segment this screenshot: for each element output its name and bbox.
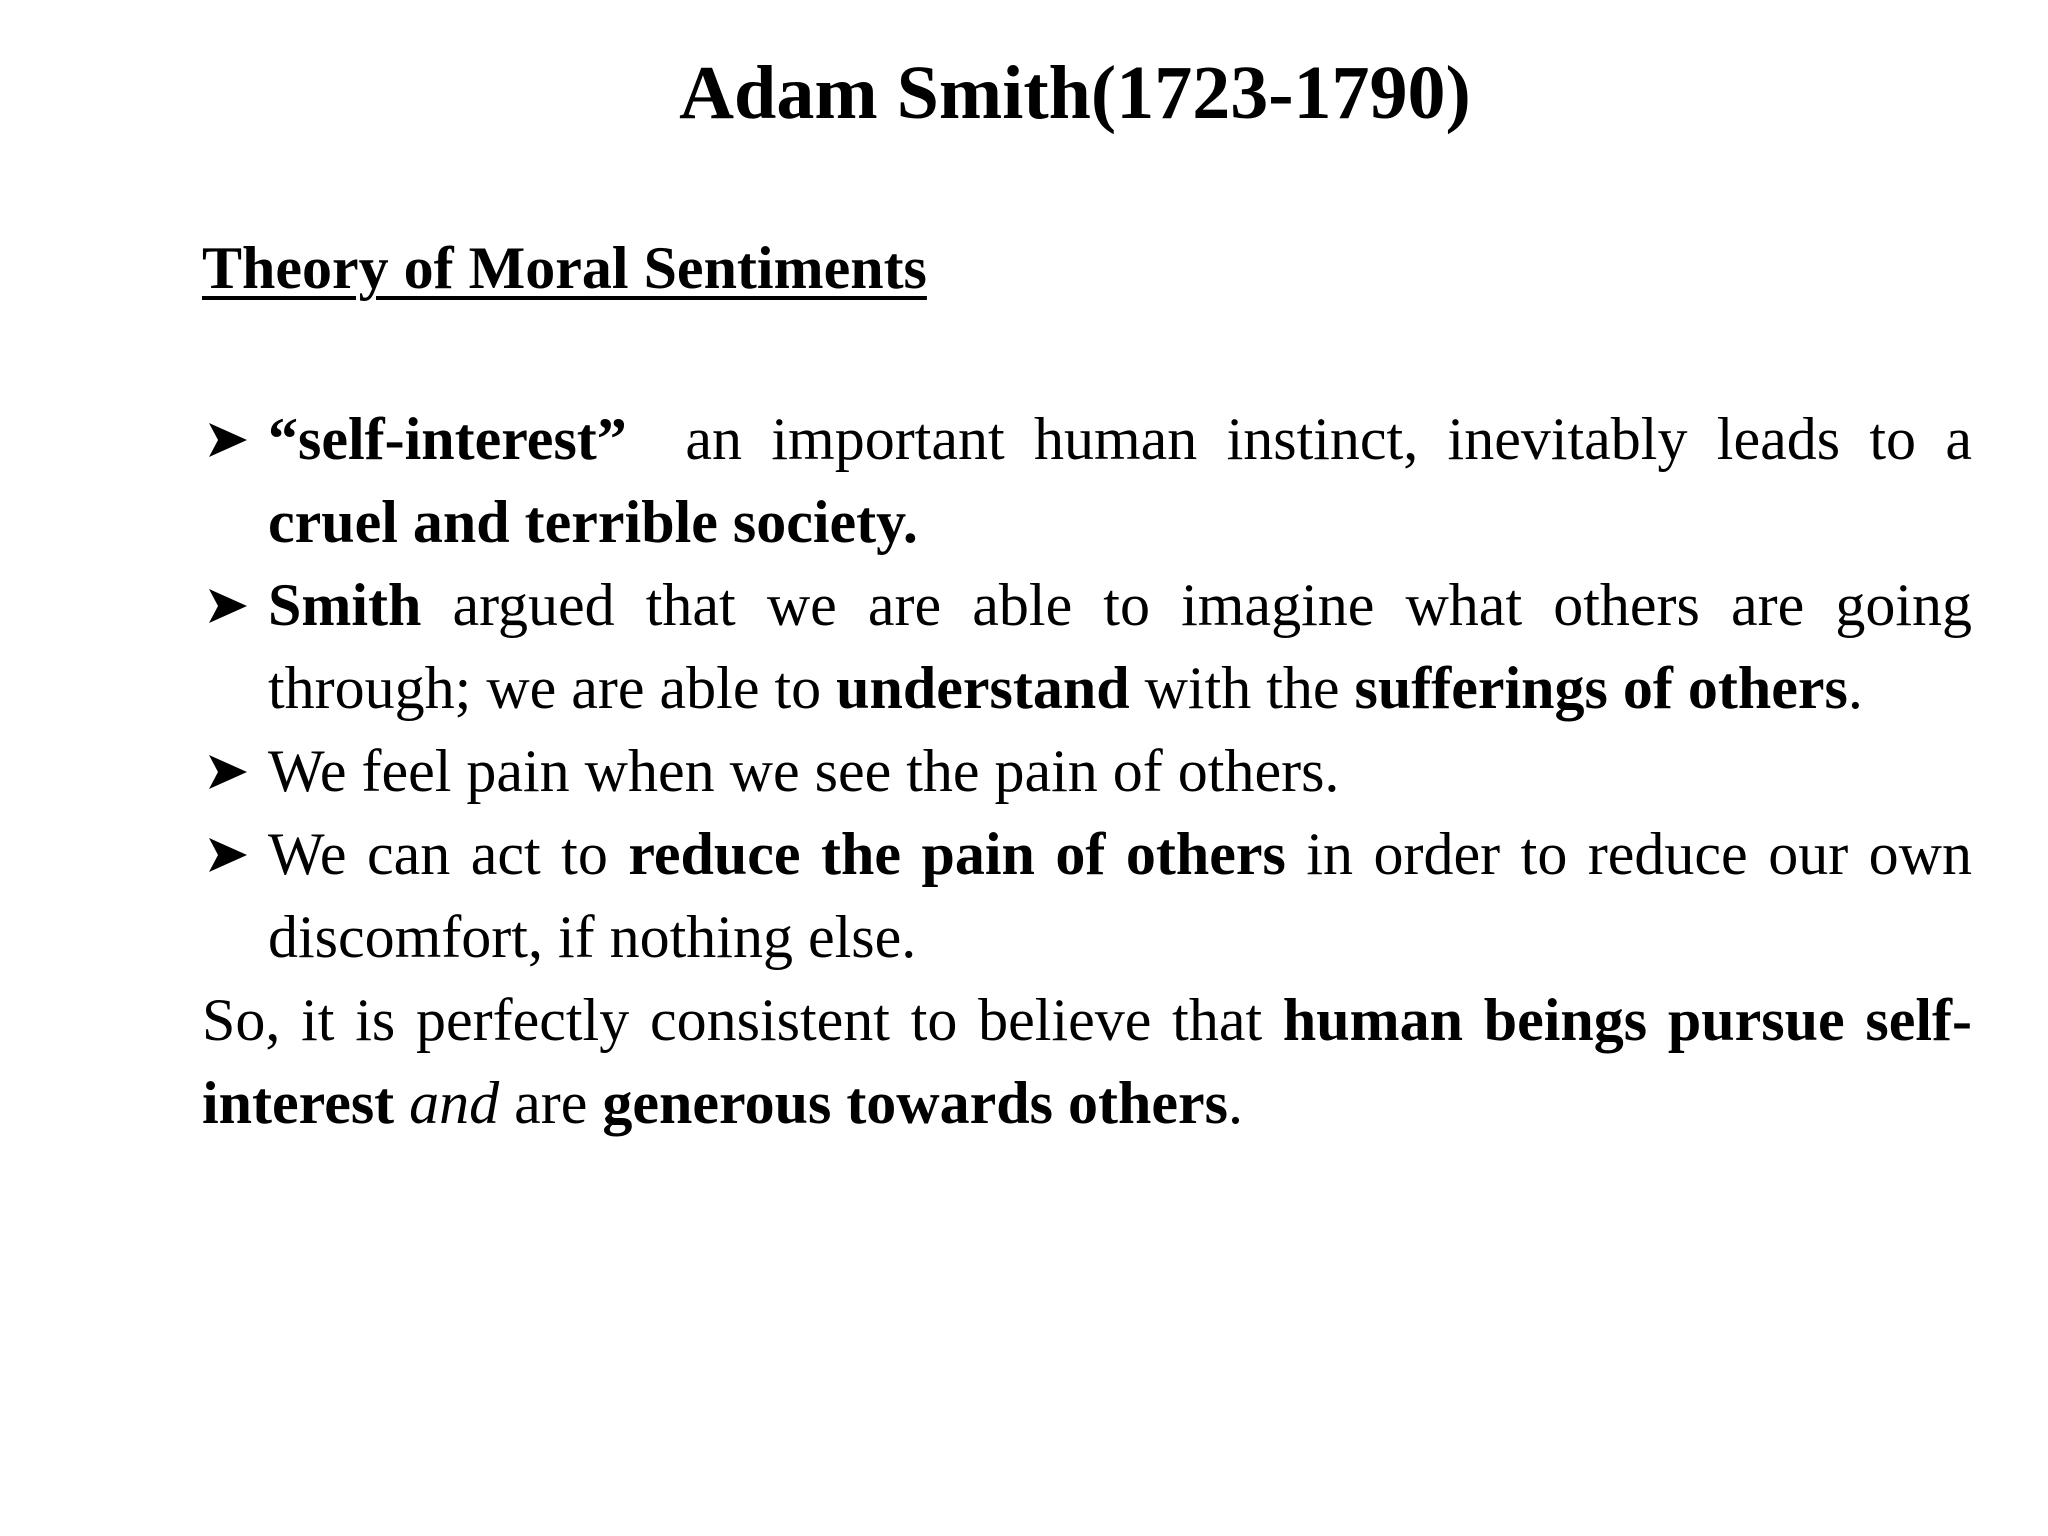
conclusion-text: So, it is perfectly consistent to believe that [202,987,1283,1053]
conclusion-emphasis: generous towards others [602,1070,1228,1136]
bullet-emphasis: cruel and terrible society. [268,489,918,555]
section-heading: Theory of Moral Sentiments [202,235,927,301]
bullet-text: We feel pain when we see the pain of others. [268,738,1340,804]
slide-title: Adam Smith(1723-1790) [679,51,1471,135]
arrowhead-bullet-icon [206,752,250,792]
bullet-term: Smith [268,572,422,638]
bullet-item [202,398,1987,564]
conclusion-emphasis: human beings pursue self-interest [202,987,1972,1136]
bullet-text: argued that we are able to imagine what others are going through; we are able to [268,572,1972,721]
arrowhead-bullet-icon [206,586,250,626]
bullet-emphasis: sufferings of others [1354,655,1848,721]
arrowhead-bullet-icon [206,835,250,875]
bullet-text: in order to reduce our own discomfort, if nothing else. [268,821,1973,970]
conclusion-paragraph [202,979,1972,1145]
conclusion-italic: and [409,1070,500,1136]
bullet-term: “self-interest” [268,406,627,472]
bullet-text: with the [1129,655,1355,721]
bullet-text: . [1847,655,1863,721]
bullet-item [202,730,1972,813]
bullet-emphasis: understand [836,655,1130,721]
conclusion-text: are [499,1070,603,1136]
bullet-item [202,813,1972,979]
bullet-text: an important human instinct, inevitably leads to a [626,406,1987,472]
bullet-text: We can act to [268,821,629,887]
conclusion-text [394,1070,409,1136]
bullet-emphasis: reduce the pain of others [628,821,1286,887]
slide-content [202,398,1987,1145]
arrowhead-bullet-icon [206,420,250,460]
bullet-item [202,564,1972,730]
conclusion-text: . [1227,1070,1243,1136]
